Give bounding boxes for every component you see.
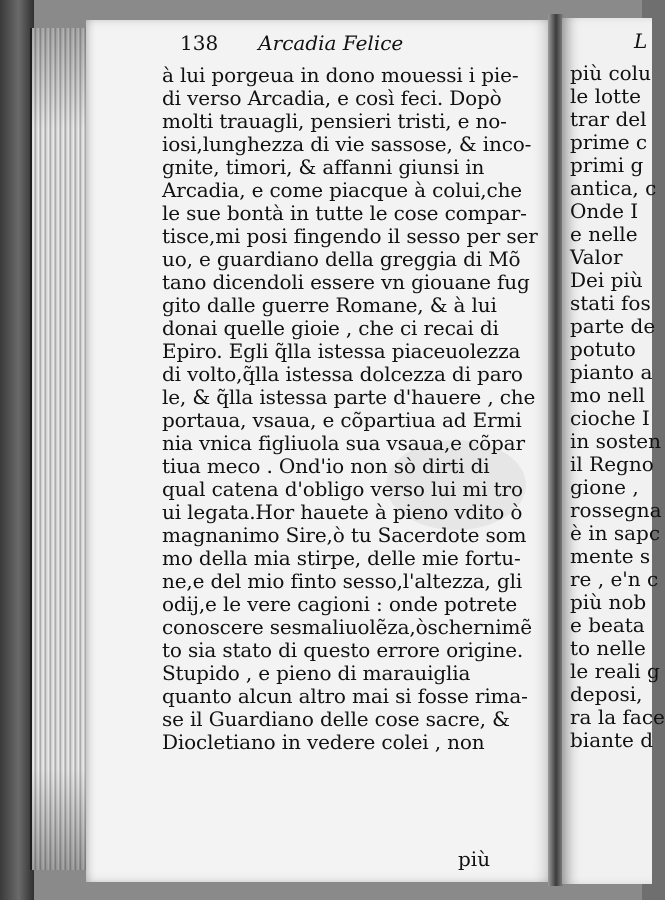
text-line: qual catena d'obligo verso lui mi tro — [162, 477, 523, 501]
text-line: le, & q̃lla istessa parte d'hauere , che — [162, 385, 536, 409]
text-line: rossegna — [570, 498, 662, 522]
text-line: magnanimo Sire,ò tu Sacerdote som — [162, 523, 527, 547]
right-running-title: L — [634, 29, 648, 53]
text-line: di verso Arcadia, e così feci. Dopò — [162, 86, 502, 110]
text-line: trar del — [570, 107, 647, 131]
text-line: mo nell — [570, 383, 645, 407]
right-page — [562, 18, 665, 884]
text-line: molti trauagli, pensieri tristi, e no- — [162, 109, 507, 133]
text-line: biante d — [570, 728, 654, 752]
text-line: Arcadia, e come piacque à colui,che — [162, 178, 522, 202]
catchword: più — [458, 847, 491, 871]
text-line: potuto — [570, 337, 636, 361]
page-fore-edge — [30, 28, 90, 870]
text-line: deposi, — [570, 682, 643, 706]
text-line: cioche I — [570, 406, 650, 430]
left-page-text — [162, 64, 546, 754]
text-line: gnite, timori, & affanni giunsi in — [162, 155, 485, 179]
text-line: uo, e guardiano della greggia di Mõ — [162, 247, 521, 271]
text-line: nia vnica figliuola sua vsaua,e cõpar — [162, 431, 525, 455]
right-page-text — [570, 62, 665, 752]
text-line: le sue bontà in tutte le cose compar- — [162, 201, 527, 225]
text-line: gione , — [570, 475, 639, 499]
text-line: Valor — [570, 245, 623, 269]
text-line: gito dalle guerre Romane, & à lui — [162, 293, 497, 317]
text-line: donai quelle gioie , che ci recai di — [162, 316, 499, 340]
text-line: più nob — [570, 590, 647, 614]
left-page — [86, 20, 556, 882]
text-line: ra la face — [570, 705, 665, 729]
text-line: ui legata.Hor hauete à pieno vdito ò — [162, 500, 523, 524]
text-line: tano dicendoli essere vn giouane fug — [162, 270, 530, 294]
text-line: à lui porgeua in dono mouessi i pie- — [162, 63, 519, 87]
left-page-header — [180, 32, 403, 55]
text-line: le lotte — [570, 84, 641, 108]
text-line: se il Guardiano delle cose sacre, & — [162, 707, 510, 731]
text-line: in sosten — [570, 429, 661, 453]
text-line: le reali g — [570, 659, 660, 683]
text-line: mo della mia stirpe, delle mie fortu- — [162, 546, 521, 570]
book-cover-edge — [0, 0, 34, 900]
text-line: re , e'n c — [570, 567, 659, 591]
text-line: tiua meco . Ond'io non sò dirti di — [162, 454, 490, 478]
text-line: mente s — [570, 544, 651, 568]
text-line: odij,e le vere cagioni : onde potrete — [162, 592, 518, 616]
text-line: to sia stato di questo errore origine. — [162, 638, 524, 662]
text-line: Dei più — [570, 268, 643, 292]
text-line: iosi,lunghezza di vie sassose, & inco- — [162, 132, 532, 156]
text-line: e nelle — [570, 222, 638, 246]
text-line: e beata — [570, 613, 645, 637]
text-line: Epiro. Egli q̃lla istessa piaceuolezza — [162, 339, 521, 363]
text-line: di volto,q̃lla istessa dolcezza di paro — [162, 362, 523, 386]
text-line: pianto a — [570, 360, 653, 384]
text-line: conoscere sesmaliuolẽza,òschernimẽ — [162, 615, 532, 639]
text-line: il Regno — [570, 452, 654, 476]
text-line: ne,e del mio finto sesso,l'altezza, gli — [162, 569, 523, 593]
text-line: Diocletiano in vedere colei , non — [162, 730, 485, 754]
text-line: più colu — [570, 61, 651, 85]
text-line: prime c — [570, 130, 648, 154]
text-line: Onde I — [570, 199, 639, 223]
text-line: quanto alcun altro mai si fosse rima- — [162, 684, 528, 708]
text-line: antica, c — [570, 176, 657, 200]
text-line: Stupido , e pieno di marauiglia — [162, 661, 471, 685]
text-line: tisce,mi posi fingendo il sesso per ser — [162, 224, 538, 248]
text-line: to nelle — [570, 636, 646, 660]
text-line: stati fos — [570, 291, 651, 315]
running-title: Arcadia Felice — [258, 31, 404, 55]
page-number: 138 — [180, 31, 219, 55]
text-line: è in sapc — [570, 521, 661, 545]
text-line: parte de — [570, 314, 656, 338]
text-line: portaua, vsaua, e cõpartiua ad Ermi — [162, 408, 522, 432]
text-line: primi g — [570, 153, 644, 177]
